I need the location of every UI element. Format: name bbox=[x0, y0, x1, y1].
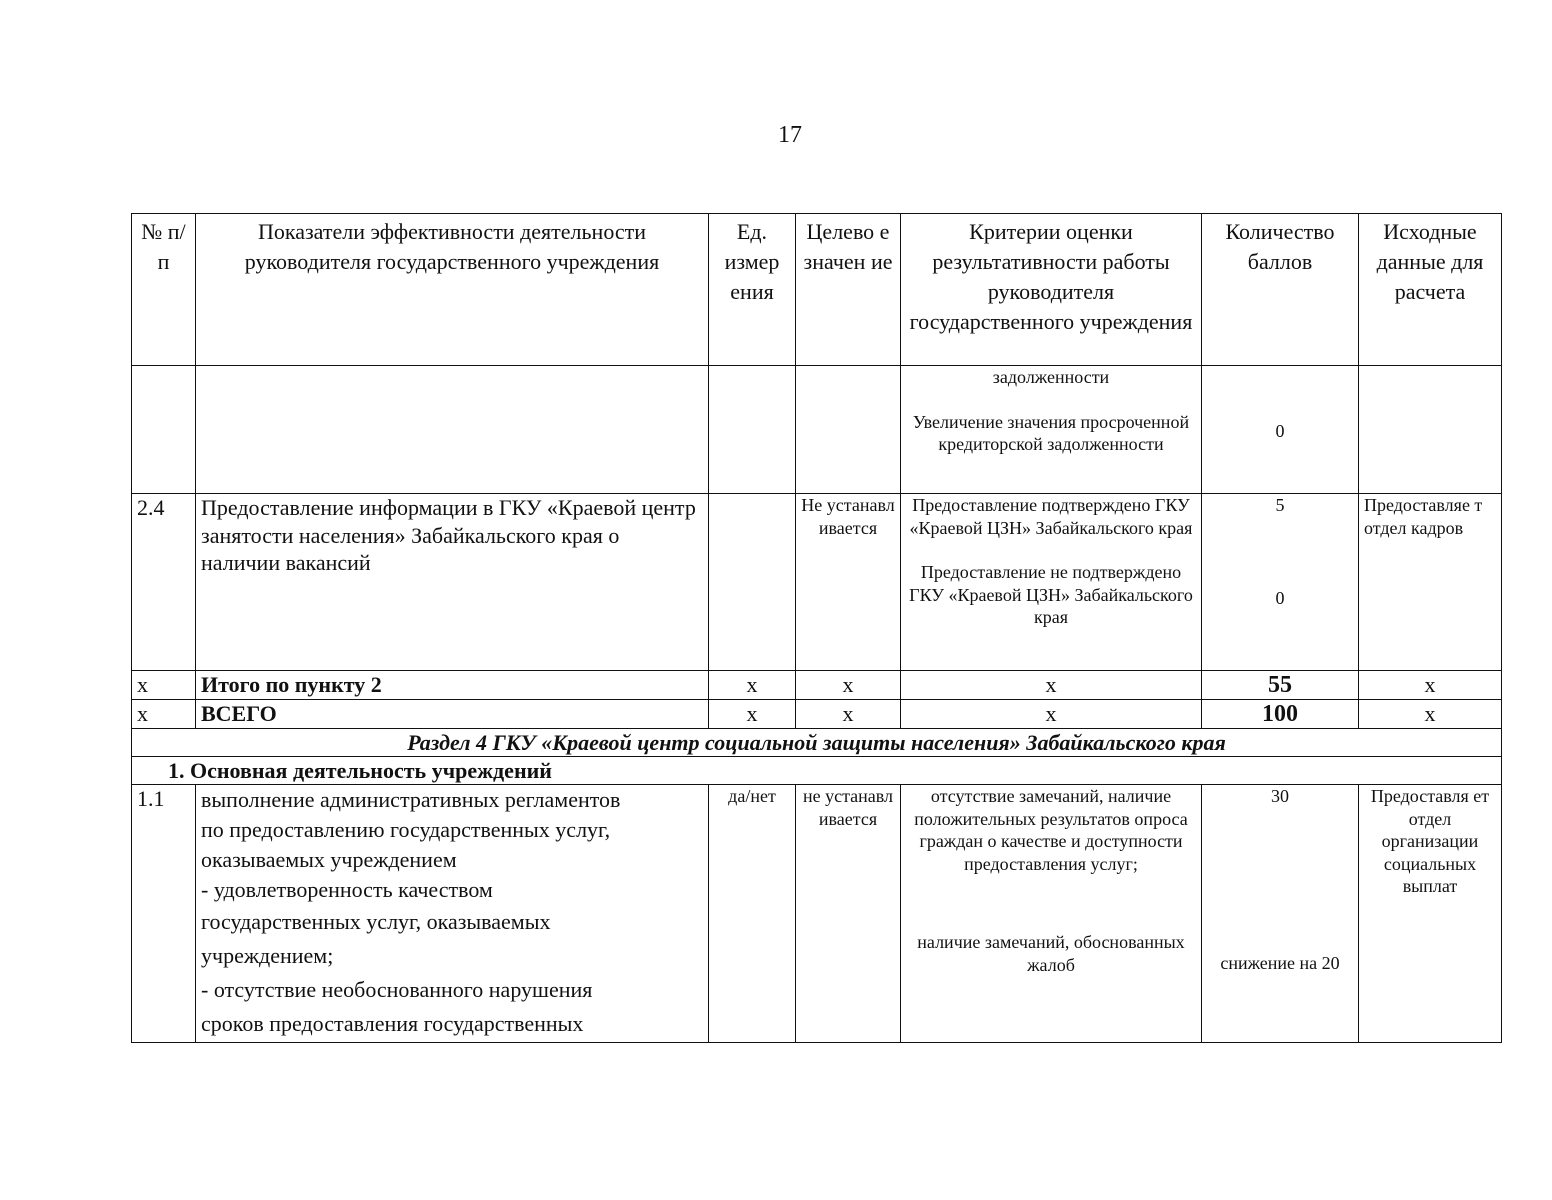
row-number: х bbox=[132, 700, 196, 729]
target-cell: х bbox=[796, 671, 901, 700]
criteria-cell bbox=[901, 366, 1202, 494]
target-cell: Не устанавл ивается bbox=[796, 494, 901, 671]
points-cell bbox=[1202, 366, 1359, 494]
points-cell bbox=[1202, 494, 1359, 671]
indicator-line: учреждением; bbox=[201, 943, 334, 968]
row-number: 1.1 bbox=[132, 785, 196, 1043]
points-value: 30 bbox=[1271, 786, 1289, 806]
criteria-cell: х bbox=[901, 700, 1202, 729]
unit-cell bbox=[709, 494, 796, 671]
table-header-row bbox=[132, 214, 1502, 366]
header-target: Целево е значен ие bbox=[796, 214, 901, 366]
points-value: снижение на 20 bbox=[1220, 952, 1340, 973]
page-number: 17 bbox=[778, 122, 802, 148]
source-cell: х bbox=[1359, 671, 1502, 700]
table-row-1-1 bbox=[132, 785, 1502, 1043]
target-cell: не устанавл ивается bbox=[796, 785, 901, 1043]
indicator-cell: Предоставление информации в ГКУ «Краевой центр занятости населения» Забайкальского края о наличии вакансий bbox=[196, 494, 709, 671]
row-number: х bbox=[132, 671, 196, 700]
header-indicator: Показатели эффективности деятельности руководителя государственного учреждения bbox=[196, 214, 709, 366]
criteria-cell bbox=[901, 494, 1202, 671]
row-number: 2.4 bbox=[132, 494, 196, 671]
header-source: Исходные данные для расчета bbox=[1359, 214, 1502, 366]
header-unit: Ед. измер ения bbox=[709, 214, 796, 366]
section-heading-row bbox=[132, 729, 1502, 757]
unit-cell: да/нет bbox=[709, 785, 796, 1043]
indicator-line: - удовлетворенность качеством bbox=[201, 877, 493, 902]
indicator-line: государственных услуг, оказываемых bbox=[201, 909, 551, 934]
criteria-cell bbox=[901, 785, 1202, 1043]
points-value: 5 bbox=[1275, 495, 1285, 515]
criteria-cell: х bbox=[901, 671, 1202, 700]
table-row-continuation bbox=[132, 366, 1502, 494]
source-cell: х bbox=[1359, 700, 1502, 729]
criteria-text: Предоставление не подтверждено ГКУ «Краевой ЦЗН» Забайкальского края bbox=[909, 562, 1193, 627]
subsection-heading-row bbox=[132, 757, 1502, 785]
indicator-line: оказываемых учреждением bbox=[201, 847, 457, 872]
source-cell: Предоставля ет отдел организации социальных выплат bbox=[1359, 785, 1502, 1043]
indicator-line: по предоставлению государственных услуг, bbox=[201, 817, 611, 842]
criteria-text: отсутствие замечаний, наличие положительных результатов опроса граждан о качестве и доступности предоставления услуг; bbox=[914, 786, 1188, 874]
criteria-text: Предоставление подтверждено ГКУ «Краевой ЦЗН» Забайкальского края bbox=[909, 495, 1193, 538]
table-row-grand-total bbox=[132, 700, 1502, 729]
points-cell bbox=[1202, 785, 1359, 1043]
points-value: 55 bbox=[1202, 671, 1359, 700]
section-heading: Раздел 4 ГКУ «Краевой центр социальной защиты населения» Забайкальского края bbox=[132, 729, 1502, 757]
criteria-text: наличие замечаний, обоснованных жалоб bbox=[917, 932, 1185, 975]
points-value: 0 bbox=[1275, 587, 1285, 608]
total-label: ВСЕГО bbox=[196, 700, 709, 729]
target-cell: х bbox=[796, 700, 901, 729]
indicators-table bbox=[131, 213, 1502, 1043]
criteria-text: Увеличение значения просроченной кредиторской задолженности bbox=[912, 411, 1190, 454]
source-cell: Предоставляе т отдел кадров bbox=[1359, 494, 1502, 671]
unit-cell: х bbox=[709, 700, 796, 729]
points-value: 0 bbox=[1275, 421, 1285, 441]
table-row-2-4 bbox=[132, 494, 1502, 671]
points-value: 100 bbox=[1202, 700, 1359, 729]
header-criteria: Критерии оценки результативности работы руководителя государственного учреждения bbox=[901, 214, 1202, 366]
indicator-line: выполнение административных регламентов bbox=[201, 787, 621, 812]
indicator-line: сроков предоставления государственных bbox=[201, 1011, 584, 1036]
criteria-text: задолженности bbox=[992, 367, 1110, 387]
unit-cell: х bbox=[709, 671, 796, 700]
indicator-line: - отсутствие необоснованного нарушения bbox=[201, 977, 593, 1002]
header-points: Количество баллов bbox=[1202, 214, 1359, 366]
subsection-heading: 1. Основная деятельность учреждений bbox=[132, 757, 1502, 785]
table-row-total-2 bbox=[132, 671, 1502, 700]
header-no: № п/п bbox=[132, 214, 196, 366]
total-label: Итого по пункту 2 bbox=[196, 671, 709, 700]
indicator-cell bbox=[196, 785, 709, 1043]
